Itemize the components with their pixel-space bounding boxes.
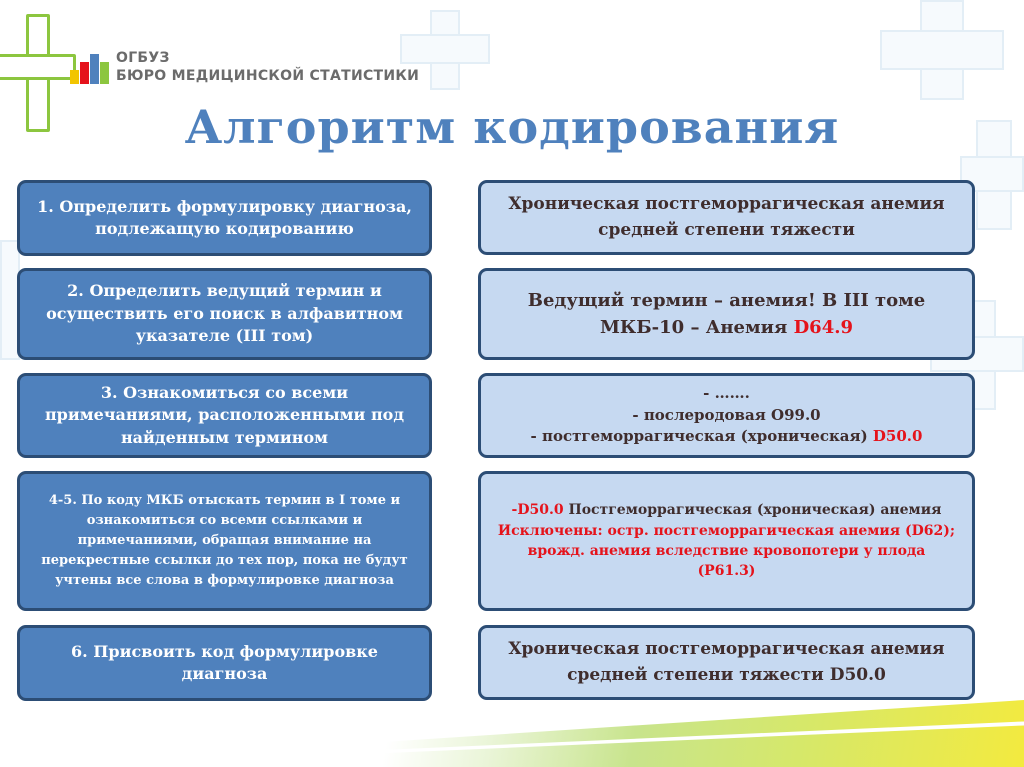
step-text: 1. Определить формулировку диагноза, подлежащую кодированию: [37, 197, 412, 238]
step-box-6: [17, 625, 432, 701]
result-line-text: Постгеморрагическая (хроническая) анемия: [563, 501, 942, 518]
result-box-5: [478, 625, 975, 700]
result-leading-term: Ведущий термин – анемия! В III томе МКБ-10 – Анемия: [527, 290, 926, 338]
logo-chart-icon: [70, 52, 112, 84]
result-box-1: [478, 180, 975, 255]
step-box-3: [17, 373, 432, 458]
step-text: 4-5. По коду МКБ отыскать термин в I томе и ознакомиться со всеми ссылками и примечаниями, обращая внимание на перекрестные ссылки до тех пор, пока не будут учтены все слова в формулировке диагноза: [41, 492, 408, 589]
step-text: 6. Присвоить код формулировке диагноза: [71, 641, 378, 683]
logo-org-short: ОГБУЗ: [116, 50, 170, 66]
result-code: D64.9: [793, 317, 854, 338]
step-text: 2. Определить ведущий термин и осуществить его поиск в алфавитном указателе (III том): [46, 281, 403, 346]
result-code: -D50.0: [511, 501, 564, 518]
result-excluded: Исключены: остр. постгеморрагическая анемия (D62); врожд. анемия вследствие кровопотери у плода (P61.3): [497, 523, 956, 579]
logo-org-full: БЮРО МЕДИЦИНСКОЙ СТАТИСТИКИ: [116, 68, 420, 84]
result-line: - …….: [703, 383, 750, 402]
result-line: - послеродовая O99.0: [632, 405, 821, 424]
result-text: [493, 287, 960, 341]
result-code: D50.0: [872, 427, 923, 446]
page-title: Алгоритм кодирования: [184, 100, 840, 154]
decorative-band: [0, 700, 1024, 767]
result-box-3: [478, 373, 975, 458]
step-box-4-5: [17, 471, 432, 611]
result-box-4: [478, 471, 975, 611]
result-line-text: - постгеморрагическая (хроническая): [530, 427, 873, 446]
result-text: Хроническая постгеморрагическая анемия средней степени тяжести D50.0: [508, 639, 945, 685]
step-box-2: [17, 268, 432, 360]
result-line: [512, 501, 942, 521]
result-box-2: [478, 268, 975, 360]
result-text: Хроническая постгеморрагическая анемия средней степени тяжести: [508, 194, 945, 240]
step-box-1: [17, 180, 432, 256]
step-text: 3. Ознакомиться со всеми примечаниями, расположенными под найденным термином: [44, 382, 405, 447]
result-line: [531, 426, 923, 448]
